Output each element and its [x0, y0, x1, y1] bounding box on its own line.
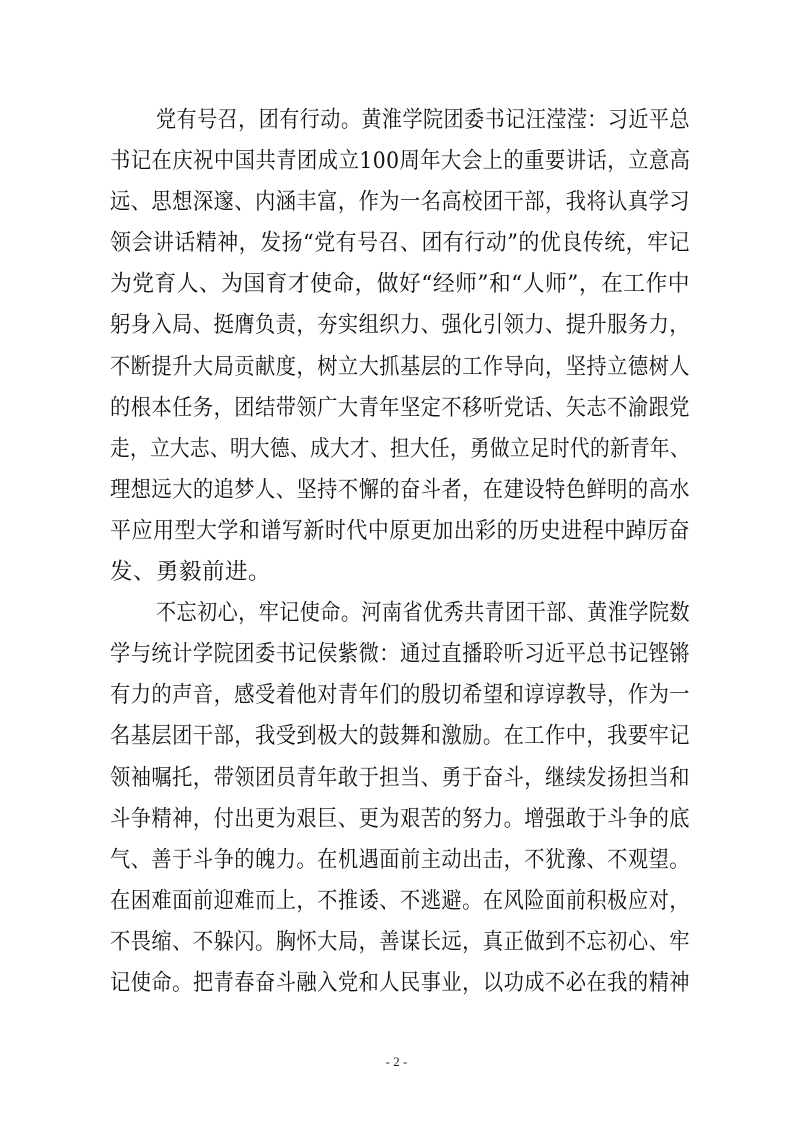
paragraph-1-line-4: 领会讲话精神，发扬“党有号召、团有行动”的优良传统，牢记 [110, 230, 691, 257]
paragraph-2-line-8: 在困难面前迎难而上，不推诿、不逃避。在风险面前积极应对， [110, 887, 691, 914]
paragraph-1-line-5: 为党育人、为国育才使命，做好“经师”和“人师”，在工作中 [110, 271, 691, 298]
paragraph-1-line-9: 走，立大志、明大德、成大才、担大任，勇做立足时代的新青年、 [110, 435, 691, 462]
paragraph-1-line-10: 理想远大的追梦人、坚持不懈的奋斗者，在建设特色鲜明的高水 [110, 476, 691, 503]
paragraph-2-line-9: 不畏缩、不躲闪。胸怀大局，善谋长远，真正做到不忘初心、牢 [110, 928, 691, 955]
paragraph-1-line-3: 远、思想深邃、内涵丰富，作为一名高校团干部，我将认真学习 [110, 189, 691, 216]
paragraph-1-line-2: 书记在庆祝中国共青团成立100周年大会上的重要讲话，立意高 [110, 148, 691, 175]
page-number: - 2 - [385, 1054, 408, 1069]
paragraph-2-line-3: 有力的声音，感受着他对青年们的殷切希望和谆谆教导，作为一 [110, 682, 691, 709]
paragraph-2-line-1: 不忘初心，牢记使命。河南省优秀共青团干部、黄淮学院数 [156, 600, 691, 627]
paragraph-1-line-11: 平应用型大学和谱写新时代中原更加出彩的历史进程中踔厉奋 [110, 517, 691, 544]
paragraph-2-line-7: 气、善于斗争的魄力。在机遇面前主动出击，不犹豫、不观望。 [110, 846, 691, 873]
paragraph-1-line-12: 发、勇毅前进。 [110, 559, 272, 586]
paragraph-2-line-5: 领袖嘱托，带领团员青年敢于担当、勇于奋斗，继续发扬担当和 [110, 764, 691, 791]
paragraph-1-line-7: 不断提升大局贡献度，树立大抓基层的工作导向，坚持立德树人 [110, 353, 691, 380]
paragraph-1-line-8: 的根本任务，团结带领广大青年坚定不移听党话、矢志不渝跟党 [110, 394, 691, 421]
paragraph-2-line-4: 名基层团干部，我受到极大的鼓舞和激励。在工作中，我要牢记 [110, 723, 691, 750]
paragraph-2-line-2: 学与统计学院团委书记侯紫微：通过直播聆听习近平总书记铿锵 [110, 641, 691, 668]
paragraph-2-line-6: 斗争精神，付出更为艰巨、更为艰苦的努力。增强敢于斗争的底 [110, 805, 691, 832]
paragraph-1-line-1: 党有号召，团有行动。黄淮学院团委书记汪滢滢：习近平总 [156, 107, 691, 133]
paragraph-1-line-6: 躬身入局、挺膺负责，夯实组织力、强化引领力、提升服务力， [110, 312, 691, 339]
body-text [110, 100, 690, 1004]
paragraph-2-line-10: 记使命。把青春奋斗融入党和人民事业，以功成不必在我的精神 [110, 969, 691, 996]
